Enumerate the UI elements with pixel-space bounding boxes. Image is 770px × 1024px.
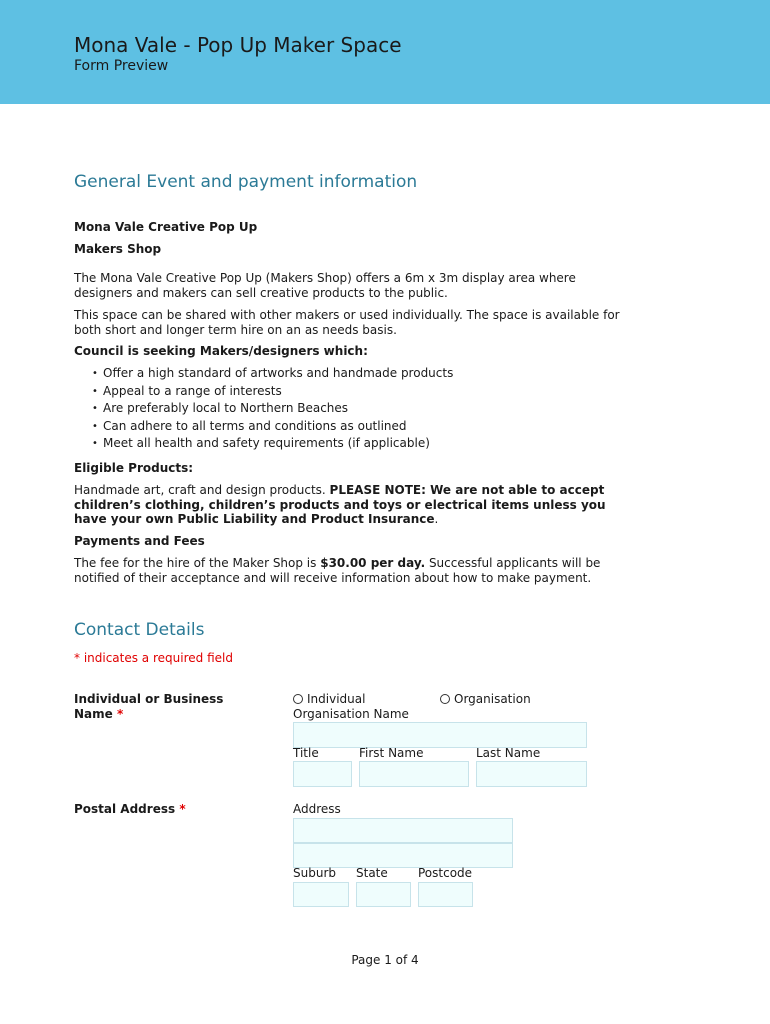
eligible-line2: children’s clothing, children’s products and toys or electrical items unless you xyxy=(74,498,606,512)
page-number: Page 1 of 4 xyxy=(351,953,419,967)
suburb-label: Suburb xyxy=(293,866,336,880)
eligible-heading: Eligible Products: xyxy=(74,461,194,475)
general-section-heading: General Event and payment information xyxy=(74,172,418,192)
intro-line1: The Mona Vale Creative Pop Up (Makers Shop) offers a 6m x 3m display area where xyxy=(74,271,576,285)
postcode-input[interactable] xyxy=(418,882,473,907)
state-input[interactable] xyxy=(356,882,411,907)
name-label-line1: Individual or Business xyxy=(74,692,224,706)
name-label-line2: Name * xyxy=(74,707,124,721)
shared-line1: This space can be shared with other makers or used individually. The space is available for xyxy=(74,308,620,322)
payments-heading: Payments and Fees xyxy=(74,534,205,548)
page-header xyxy=(0,0,770,104)
seeking-heading: Council is seeking Makers/designers which: xyxy=(74,344,368,358)
postcode-label: Postcode xyxy=(418,866,473,880)
fee-line2: notified of their acceptance and will receive information about how to make payment. xyxy=(74,571,592,585)
required-field-note: * indicates a required field xyxy=(74,651,233,665)
title-label: Title xyxy=(293,746,319,760)
address-label: Address xyxy=(293,802,341,816)
radio-individual[interactable]: Individual xyxy=(293,692,365,706)
organisation-name-input[interactable] xyxy=(293,722,587,748)
intro-line2: designers and makers can sell creative products to the public. xyxy=(74,286,448,300)
shop-name-line2: Makers Shop xyxy=(74,242,162,256)
organisation-name-label: Organisation Name xyxy=(293,707,409,721)
list-item: • Are preferably local to Northern Beaches xyxy=(92,400,453,418)
contact-section-heading: Contact Details xyxy=(74,620,205,640)
address-line1-input[interactable] xyxy=(293,818,513,843)
eligible-line1: Handmade art, craft and design products. PLEASE NOTE: We are not able to accept xyxy=(74,483,605,497)
radio-circle-icon[interactable] xyxy=(293,694,303,704)
list-item: • Can adhere to all terms and conditions as outlined xyxy=(92,418,453,436)
form-title: Mona Vale - Pop Up Maker Space xyxy=(74,33,402,57)
eligible-line3: have your own Public Liability and Product Insurance. xyxy=(74,512,439,526)
shared-line2: both short and longer term hire on an as needs basis. xyxy=(74,323,397,337)
suburb-input[interactable] xyxy=(293,882,349,907)
criteria-list xyxy=(92,365,453,453)
radio-circle-icon[interactable] xyxy=(440,694,450,704)
last-name-label: Last Name xyxy=(476,746,541,760)
last-name-input[interactable] xyxy=(476,761,587,787)
first-name-input[interactable] xyxy=(359,761,469,787)
list-item: • Appeal to a range of interests xyxy=(92,383,453,401)
state-label: State xyxy=(356,866,388,880)
first-name-label: First Name xyxy=(359,746,424,760)
postal-address-label: Postal Address * xyxy=(74,802,186,816)
list-item: • Offer a high standard of artworks and handmade products xyxy=(92,365,453,383)
title-input[interactable] xyxy=(293,761,352,787)
fee-line1: The fee for the hire of the Maker Shop is $30.00 per day. Successful applicants will be xyxy=(74,556,601,570)
address-line2-input[interactable] xyxy=(293,843,513,868)
shop-name-line1: Mona Vale Creative Pop Up xyxy=(74,220,258,234)
radio-organisation[interactable]: Organisation xyxy=(440,692,531,706)
form-subtitle: Form Preview xyxy=(74,58,169,74)
list-item: • Meet all health and safety requirements (if applicable) xyxy=(92,435,453,453)
